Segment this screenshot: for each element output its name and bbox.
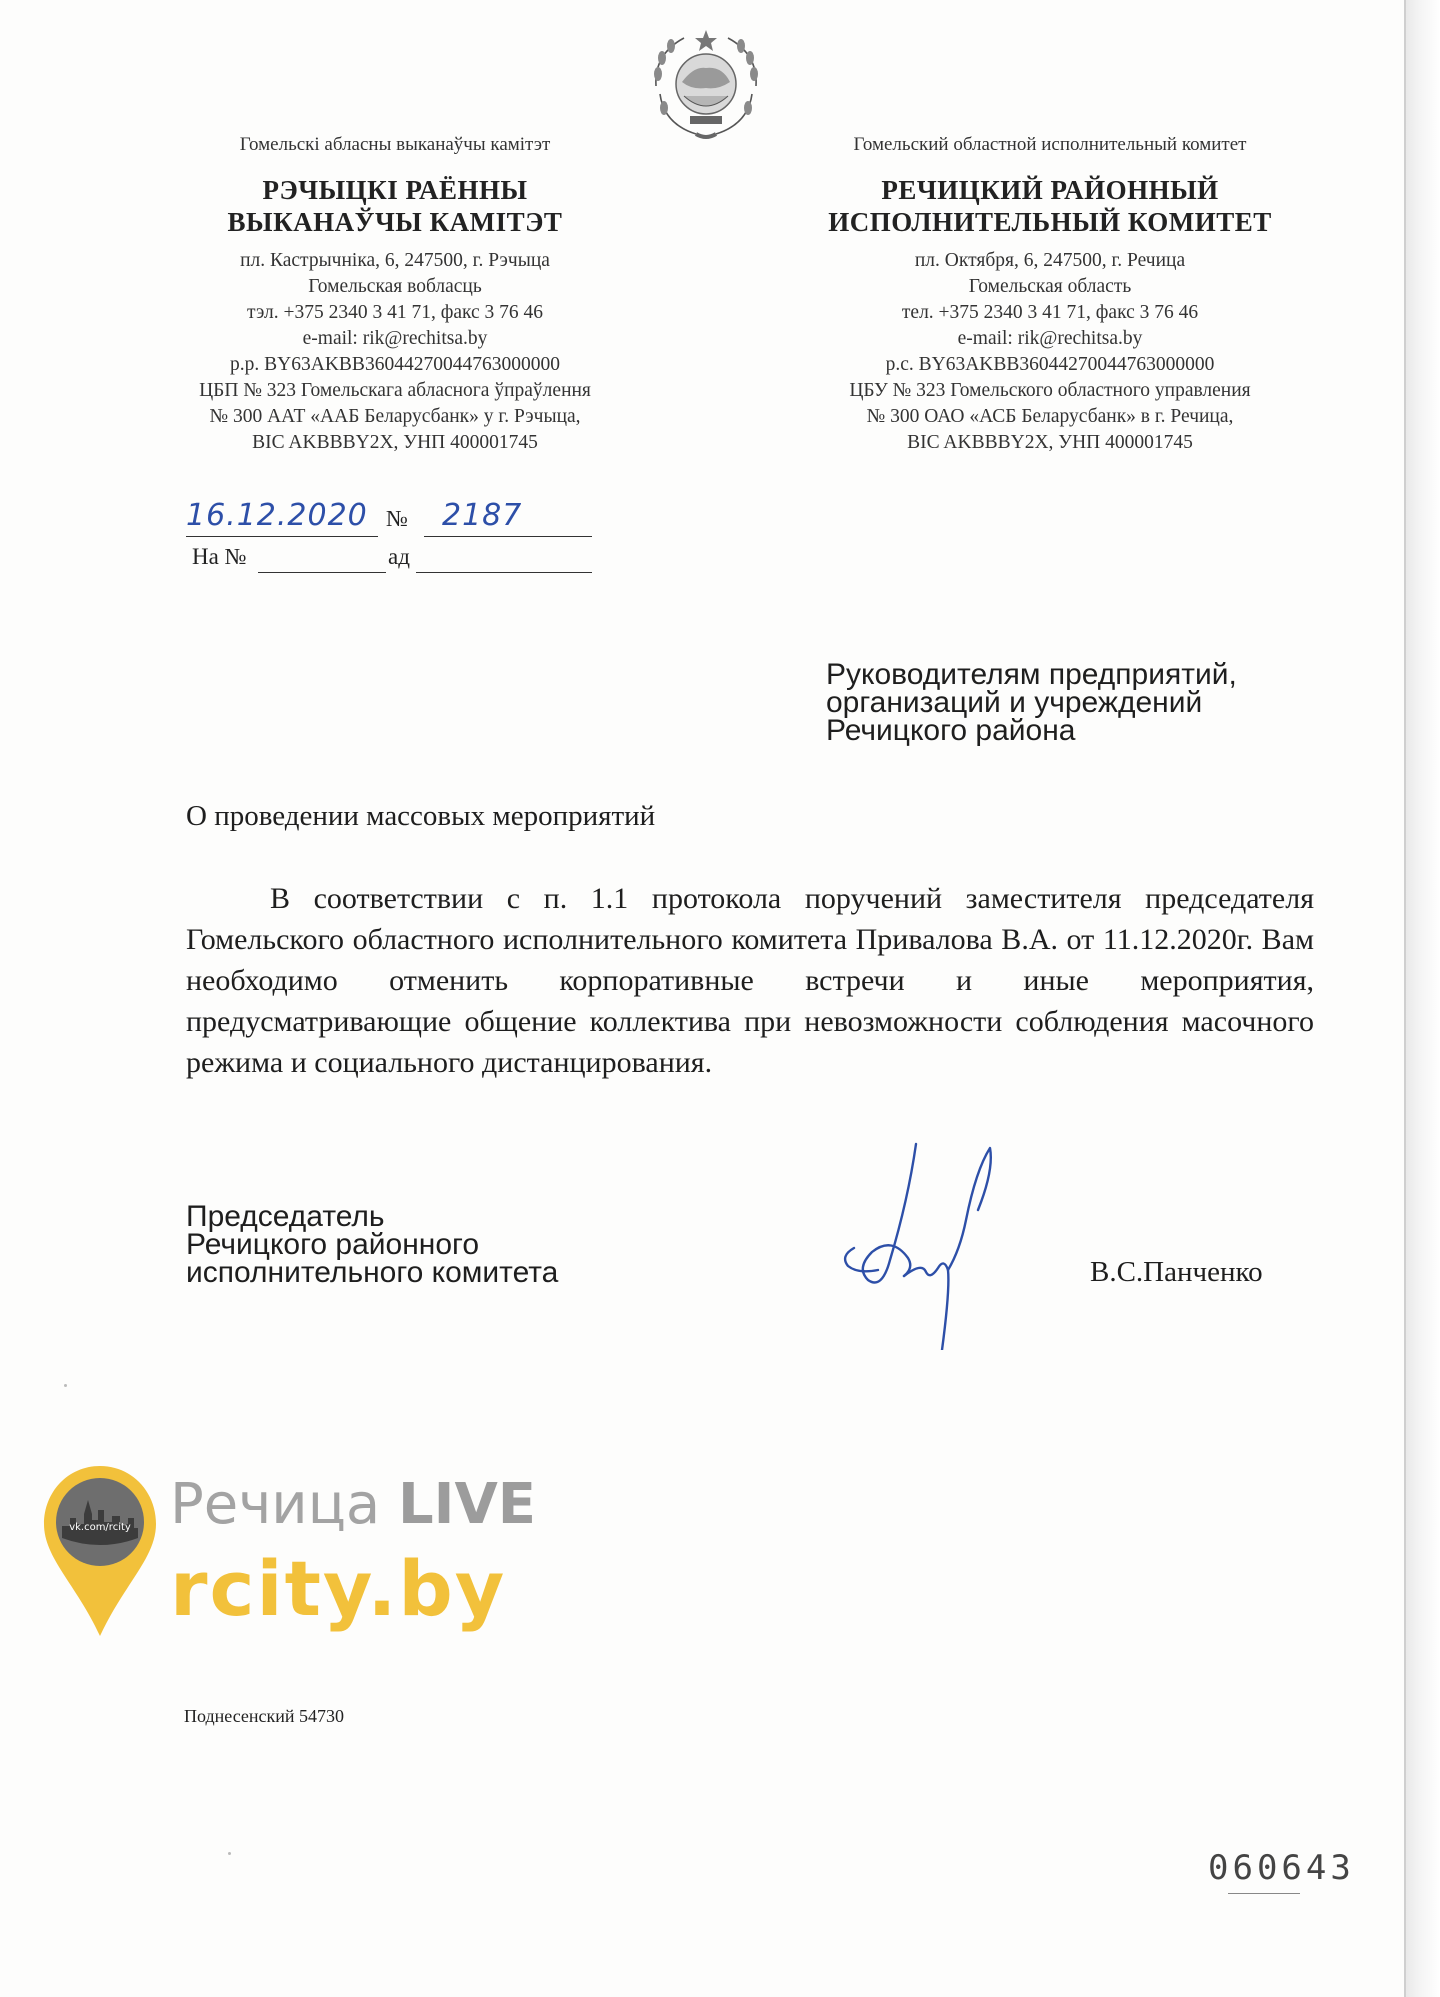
from-underline: [416, 572, 592, 573]
handwritten-number: 2187: [442, 498, 523, 533]
org-name-ru: РЕЧИЦКИЙ РАЙОННЫЙ ИСПОЛНИТЕЛЬНЫЙ КОМИТЕТ: [828, 174, 1272, 238]
letter-body: В соответствии с п. 1.1 протокола поручений заместителя председателя Гомельского областного исполнительного комитета Привалова В.А. от 11.12.2020г. Вам необходимо отменить корпоративные встречи и иные мероприятия, предусматривающие общение коллектива при невозможности соблюдения масочного режима и социального дистанцирования.: [186, 882, 1314, 1079]
regional-committee-by: Гомельскі абласны выканаўчы камітэт: [239, 134, 551, 155]
header-belarusian: [150, 134, 640, 456]
pin-caption: vk.com/rcity: [69, 1522, 131, 1533]
number-underline: [424, 536, 592, 537]
number-label: №: [386, 506, 408, 531]
handwritten-signature-icon: [838, 1140, 1008, 1350]
header-russian: [790, 134, 1310, 456]
org-address-ru: пл. Октября, 6, 247500, г. Речица Гомельская область тел. +375 2340 3 41 71, факс 3 76 46 e-mail: rik@rechitsa.by р.с. BY63AKBB36044270044763000000 ЦБУ № 323 Гомельского областного управления № 300 ОАО «АСБ Беларусбанк» в г. Речица, BIC AKBBBY2X, УНП 400001745: [849, 249, 1251, 453]
signatory-position: Председатель Речицкого районного исполнительного комитета: [186, 1200, 559, 1289]
state-emblem-icon: [644, 24, 768, 144]
executor-note: Поднесенский 54730: [184, 1706, 345, 1726]
reply-label: На №: [192, 544, 247, 569]
page-edge: [1406, 0, 1440, 1997]
handwritten-date: 16.12.2020: [186, 498, 368, 533]
date-underline: [186, 536, 378, 537]
reply-underline: [258, 572, 386, 573]
document-serial-number: 060643: [1208, 1848, 1355, 1888]
letter-subject: О проведении массовых мероприятий: [186, 800, 656, 832]
location-pin-icon: [40, 1460, 160, 1640]
regional-committee-ru: Гомельский областной исполнительный комитет: [853, 134, 1247, 155]
outgoing-ref-row: [186, 498, 606, 542]
serial-underline: [1228, 1893, 1300, 1894]
org-address-by: пл. Кастрычніка, 6, 247500, г. Рэчыца Гомельская вобласць тэл. +375 2340 3 41 71, факс 3 76 46 e-mail: rik@rechitsa.by р.р. BY63AKBB36044270044763000000 ЦБП № 323 Гомельскага абласнога ўпраўлення № 300 ААТ «ААБ Беларусбанк» у г. Рэчыца, BIC AKBBBY2X, УНП 400001745: [199, 249, 591, 453]
signatory-name: В.С.Панченко: [1090, 1256, 1263, 1288]
watermark-logo: [40, 1460, 600, 1640]
scan-speck: [64, 1384, 67, 1387]
brand-title: Речица LIVE: [170, 1472, 537, 1537]
reference-block: [186, 498, 606, 586]
addressee: Руководителям предприятий, организаций и учреждений Речицкого района: [826, 658, 1237, 747]
incoming-ref-row: [186, 542, 606, 586]
org-name-by: РЭЧЫЦКІ РАЁННЫ ВЫКАНАЎЧЫ КАМІТЭТ: [227, 174, 563, 238]
from-label: ад: [388, 544, 410, 569]
scan-speck: [228, 1852, 231, 1855]
brand-site: rcity.by: [170, 1544, 507, 1633]
